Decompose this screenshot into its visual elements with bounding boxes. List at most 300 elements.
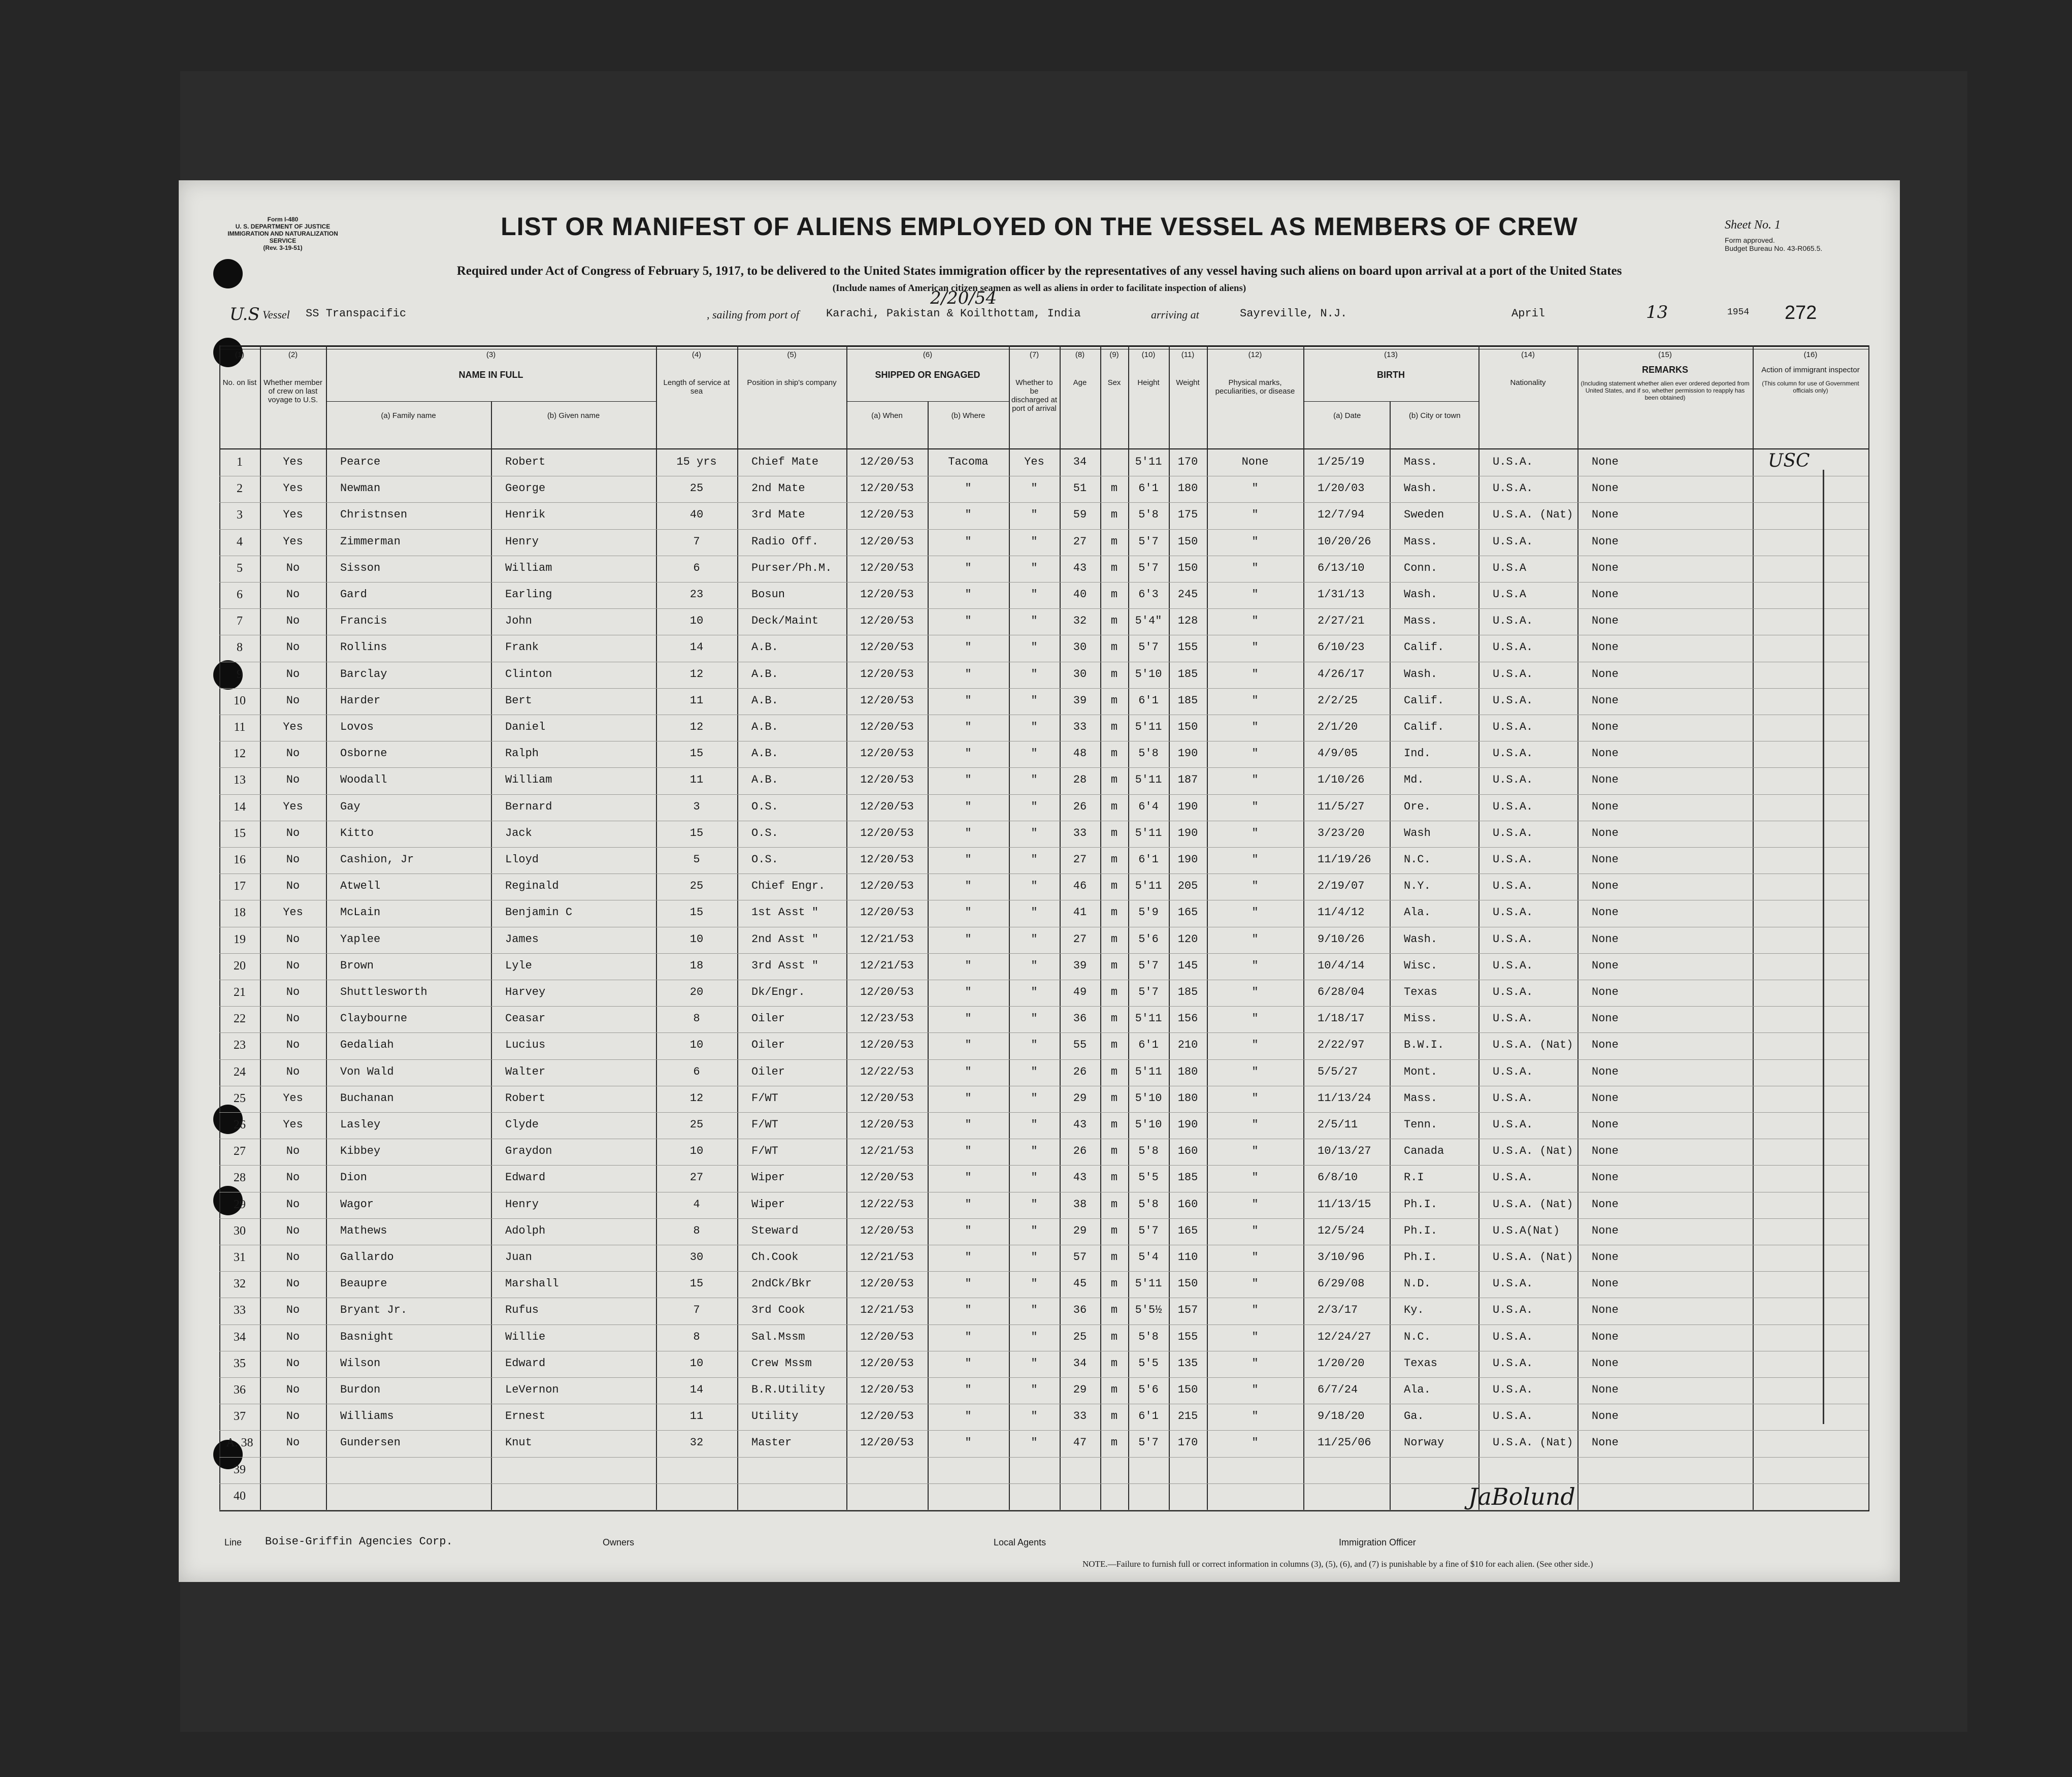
cell-nationality: U.S.A. (1493, 721, 1533, 733)
cell-position: Chief Mate (751, 456, 819, 468)
cell-birth-city: B.W.I. (1404, 1039, 1444, 1052)
cell-nationality: U.S.A. (Nat) (1493, 1039, 1573, 1052)
cell-service: 11 (689, 694, 704, 707)
cell-where: " (965, 1171, 972, 1184)
cell-sex: m (1110, 1091, 1118, 1105)
cell-weight: 165 (1177, 906, 1198, 919)
cell-position: 3rd Asst " (751, 959, 819, 972)
cell-no: 13 (234, 773, 246, 787)
cell-when: 12/20/53 (860, 508, 914, 522)
cell-nationality: U.S.A (1493, 561, 1527, 574)
cell-marks: " (1252, 1436, 1259, 1449)
cell-sex: m (1110, 986, 1118, 998)
cell-prev: No (286, 694, 300, 707)
form-number: Form I-480 (267, 216, 299, 223)
cell-birth-date: 12/5/24 (1318, 1224, 1365, 1237)
cell-position: 2nd Asst " (751, 932, 819, 946)
cell-discharged: " (1031, 932, 1038, 946)
cell-height: 5'5 (1138, 1356, 1159, 1370)
cell-given: Juan (505, 1251, 532, 1264)
cell-age: 41 (1073, 906, 1087, 919)
cell-sex: m (1110, 721, 1118, 733)
cell-prev: No (286, 932, 300, 946)
cell-prev: No (286, 1383, 300, 1396)
cell-prev: No (286, 1410, 300, 1423)
cell-no: 2 (237, 482, 243, 496)
cell-no: 27 (234, 1145, 246, 1158)
cell-position: Purser/Ph.M. (751, 561, 832, 574)
cell-position: Utility (751, 1410, 799, 1423)
cell-family: Christnsen (340, 508, 408, 522)
cell-age: 30 (1073, 667, 1087, 681)
cell-remarks: None (1592, 1198, 1619, 1211)
cell-nationality: U.S.A. (1493, 880, 1533, 893)
cell-discharged: " (1031, 1065, 1038, 1078)
cell-when: 12/20/53 (860, 482, 914, 495)
cell-family: Newman (340, 482, 381, 495)
cell-prev: No (286, 588, 300, 601)
cell-prev: No (286, 1224, 300, 1237)
page-title: LIST OR MANIFEST OF ALIENS EMPLOYED ON THE VESSEL AS MEMBERS OF CREW (501, 212, 1578, 241)
cell-given: William (505, 773, 552, 787)
cell-when: 12/21/53 (860, 1145, 914, 1158)
cell-prev: Yes (283, 1118, 303, 1131)
cell-remarks: None (1592, 535, 1619, 548)
cell-service: 6 (693, 561, 700, 574)
cell-service: 10 (689, 1356, 704, 1370)
cell-given: Ernest (505, 1410, 546, 1423)
column-header: BIRTH (1377, 370, 1405, 380)
cell-nationality: U.S.A. (1493, 1330, 1533, 1343)
cell-discharged: " (1031, 1251, 1038, 1264)
column-header: (11) (1181, 350, 1195, 359)
cell-birth-city: Ph.I. (1404, 1198, 1438, 1211)
cell-given: Henrik (505, 508, 546, 522)
cell-birth-date: 6/10/23 (1318, 641, 1365, 654)
cell-discharged: " (1031, 1039, 1038, 1052)
cell-discharged: " (1031, 1277, 1038, 1290)
cell-weight: 245 (1177, 588, 1198, 601)
cell-nationality: U.S.A. (Nat) (1493, 1436, 1573, 1449)
cell-birth-city: Norway (1404, 1436, 1444, 1449)
cell-age: 26 (1073, 1145, 1087, 1158)
cell-where: " (965, 1065, 972, 1078)
cell-birth-city: Ky. (1404, 1304, 1424, 1317)
cell-weight: 190 (1177, 826, 1198, 839)
cell-marks: " (1252, 773, 1259, 787)
cell-prev: No (286, 667, 300, 681)
cell-service: 11 (689, 1410, 704, 1423)
cell-weight: 150 (1177, 561, 1198, 574)
cell-no: 10 (234, 694, 246, 707)
cell-marks: " (1252, 1171, 1259, 1184)
cell-remarks: None (1592, 615, 1619, 628)
inspector-mark: USC (1768, 450, 1810, 471)
cell-height: 6'1 (1138, 694, 1159, 707)
cell-where: " (965, 508, 972, 522)
cell-height: 5'7 (1138, 535, 1159, 548)
cell-birth-date: 1/18/17 (1318, 1012, 1365, 1025)
cell-remarks: None (1592, 1436, 1619, 1449)
cell-age: 34 (1073, 456, 1087, 468)
cell-service: 15 yrs (676, 456, 717, 468)
cell-remarks: None (1592, 986, 1619, 998)
cell-weight: 150 (1177, 1277, 1198, 1290)
column-header: Whether to be discharged at port of arrival (1011, 378, 1058, 413)
cell-service: 23 (689, 588, 704, 601)
cell-position: O.S. (751, 826, 778, 839)
cell-marks: " (1252, 1410, 1259, 1423)
arrival-port: Sayreville, N.J. (1240, 307, 1347, 320)
column-header: (b) Given name (547, 411, 600, 420)
cell-when: 12/21/53 (860, 1251, 914, 1264)
cell-position: 2ndCk/Bkr (751, 1277, 812, 1290)
column-header: No. on list (222, 378, 257, 387)
cell-prev: No (286, 747, 300, 760)
column-header: (2) (288, 350, 298, 359)
cell-service: 15 (689, 906, 704, 919)
cell-sex: m (1110, 1012, 1118, 1025)
cell-remarks: None (1592, 1224, 1619, 1237)
cell-no: 3 (237, 508, 243, 522)
cell-nationality: U.S.A. (1493, 1304, 1533, 1317)
cell-sex: m (1110, 561, 1118, 574)
cell-where: " (965, 1330, 972, 1343)
cell-discharged: " (1031, 880, 1038, 893)
cell-given: Lucius (505, 1039, 546, 1052)
cell-prev: No (286, 1012, 300, 1025)
cell-birth-date: 2/5/11 (1318, 1118, 1358, 1131)
cell-nationality: U.S.A. (1493, 1118, 1533, 1131)
cell-no: 14 (234, 800, 246, 814)
cell-age: 29 (1073, 1224, 1087, 1237)
cell-family: Gay (340, 800, 360, 813)
cell-service: 10 (689, 1145, 704, 1158)
cell-age: 26 (1073, 800, 1087, 813)
cell-age: 27 (1073, 853, 1087, 866)
cell-age: 33 (1073, 721, 1087, 733)
cell-sex: m (1110, 641, 1118, 654)
cell-marks: " (1252, 667, 1259, 681)
cell-birth-date: 1/31/13 (1318, 588, 1365, 601)
cell-marks: " (1252, 1039, 1259, 1052)
cell-prev: No (286, 641, 300, 654)
column-header: (Including statement whether alien ever ordered deported from United States, and if so, whether permission to reapply has been obtained) (1581, 380, 1750, 401)
cell-sex: m (1110, 826, 1118, 839)
cell-when: 12/20/53 (860, 1410, 914, 1423)
cell-discharged: Yes (1024, 456, 1044, 468)
cell-no: 39 (234, 1463, 246, 1476)
cell-family: Atwell (340, 880, 381, 893)
cell-when: 12/21/53 (860, 959, 914, 972)
cell-no: 15 (234, 826, 246, 840)
cell-no: 26 (234, 1118, 246, 1132)
cell-when: 12/20/53 (860, 1091, 914, 1105)
cell-when: 12/20/53 (860, 456, 914, 468)
cell-position: 3rd Mate (751, 508, 805, 522)
cell-family: Pearce (340, 456, 381, 468)
cell-birth-city: Conn. (1404, 561, 1438, 574)
cell-family: Lovos (340, 721, 374, 733)
cell-position: A.B. (751, 721, 778, 733)
cell-age: 29 (1073, 1091, 1087, 1105)
cell-remarks: None (1592, 1039, 1619, 1052)
cell-position: Ch.Cook (751, 1251, 799, 1264)
cell-no: A. 38 (226, 1436, 253, 1450)
cell-sex: m (1110, 1065, 1118, 1078)
cell-weight: 170 (1177, 456, 1198, 468)
cell-where: " (965, 1198, 972, 1211)
cell-age: 45 (1073, 1277, 1087, 1290)
cell-weight: 157 (1177, 1304, 1198, 1317)
cell-where: " (965, 1383, 972, 1396)
cell-no: 11 (234, 721, 246, 734)
cell-no: 4 (237, 535, 243, 548)
cell-position: F/WT (751, 1091, 778, 1105)
cell-where: " (965, 959, 972, 972)
cell-birth-city: Texas (1404, 1356, 1438, 1370)
cell-nationality: U.S.A. (1493, 1171, 1533, 1184)
cell-prev: Yes (283, 800, 303, 813)
column-header: NAME IN FULL (458, 370, 523, 380)
cell-marks: " (1252, 588, 1259, 601)
cell-age: 27 (1073, 932, 1087, 946)
column-header: Height (1137, 378, 1160, 387)
cell-sex: m (1110, 1224, 1118, 1237)
column-header: (1) (235, 350, 245, 359)
cell-position: Deck/Maint (751, 615, 819, 628)
cell-no: 20 (234, 959, 246, 973)
cell-remarks: None (1592, 1330, 1619, 1343)
cell-birth-city: N.C. (1404, 1330, 1431, 1343)
cell-position: A.B. (751, 694, 778, 707)
cell-prev: Yes (283, 906, 303, 919)
cell-marks: " (1252, 1383, 1259, 1396)
cell-height: 5'11 (1135, 880, 1162, 893)
cell-discharged: " (1031, 853, 1038, 866)
cell-birth-date: 6/8/10 (1318, 1171, 1358, 1184)
cell-given: Bert (505, 694, 532, 707)
cell-marks: None (1241, 456, 1269, 468)
cell-weight: 128 (1177, 615, 1198, 628)
cell-where: " (965, 1277, 972, 1290)
cell-height: 6'1 (1138, 1039, 1159, 1052)
column-header: (a) When (871, 411, 903, 420)
cell-no: 36 (234, 1383, 246, 1397)
cell-no: 5 (237, 561, 243, 575)
cell-given: Ralph (505, 747, 539, 760)
cell-birth-city: Texas (1404, 986, 1438, 998)
cell-service: 12 (689, 1091, 704, 1105)
column-header: (b) Where (951, 411, 985, 420)
cell-service: 12 (689, 667, 704, 681)
cell-birth-city: Wash (1404, 826, 1431, 839)
cell-age: 51 (1073, 482, 1087, 495)
cell-weight: 175 (1177, 508, 1198, 522)
cell-discharged: " (1031, 615, 1038, 628)
cell-remarks: None (1592, 800, 1619, 813)
cell-birth-date: 3/10/96 (1318, 1251, 1365, 1264)
cell-sex: m (1110, 667, 1118, 681)
cell-family: Gard (340, 588, 367, 601)
cell-height: 5'4" (1135, 615, 1162, 628)
cell-remarks: None (1592, 1410, 1619, 1423)
cell-discharged: " (1031, 667, 1038, 681)
cell-service: 7 (693, 1304, 700, 1317)
cell-remarks: None (1592, 1251, 1619, 1264)
cell-where: " (965, 1039, 972, 1052)
cell-sex: m (1110, 1198, 1118, 1211)
cell-no: 19 (234, 932, 246, 946)
cell-age: 34 (1073, 1356, 1087, 1370)
cell-when: 12/20/53 (860, 535, 914, 548)
cell-birth-city: Tenn. (1404, 1118, 1438, 1131)
cell-birth-date: 11/13/15 (1318, 1198, 1371, 1211)
cell-remarks: None (1592, 1277, 1619, 1290)
cell-no: 23 (234, 1039, 246, 1052)
cell-when: 12/23/53 (860, 1012, 914, 1025)
cell-where: " (965, 482, 972, 495)
cell-no: 1 (237, 456, 243, 469)
cell-remarks: None (1592, 826, 1619, 839)
cell-birth-city: Mont. (1404, 1065, 1438, 1078)
cell-family: Dion (340, 1171, 367, 1184)
cell-nationality: U.S.A. (1493, 535, 1533, 548)
cell-position: Master (751, 1436, 792, 1449)
inspector-check-line (1823, 470, 1824, 1424)
cell-family: Barclay (340, 667, 387, 681)
column-header: (7) (1029, 350, 1039, 359)
cell-birth-city: N.C. (1404, 853, 1431, 866)
cell-given: Reginald (505, 880, 559, 893)
cell-given: Benjamin C (505, 906, 573, 919)
cell-marks: " (1252, 1330, 1259, 1343)
cell-when: 12/20/53 (860, 1277, 914, 1290)
cell-marks: " (1252, 853, 1259, 866)
cell-family: Harder (340, 694, 381, 707)
column-header: (a) Family name (381, 411, 436, 420)
cell-when: 12/20/53 (860, 826, 914, 839)
cell-remarks: None (1592, 1304, 1619, 1317)
cell-age: 55 (1073, 1039, 1087, 1052)
cell-remarks: None (1592, 880, 1619, 893)
cell-prev: Yes (283, 721, 303, 733)
cell-family: Wagor (340, 1198, 374, 1211)
cell-sex: m (1110, 508, 1118, 522)
cell-given: Lloyd (505, 853, 539, 866)
cell-remarks: None (1592, 853, 1619, 866)
cell-age: 36 (1073, 1304, 1087, 1317)
cell-where: " (965, 773, 972, 787)
group-header-rule (1303, 401, 1478, 402)
cell-family: Williams (340, 1410, 394, 1423)
cell-position: A.B. (751, 747, 778, 760)
cell-prev: Yes (283, 1091, 303, 1105)
cell-given: Lyle (505, 959, 532, 972)
line-company: Boise-Griffin Agencies Corp. (265, 1535, 453, 1548)
cell-when: 12/22/53 (860, 1065, 914, 1078)
cell-position: Bosun (751, 588, 785, 601)
cell-where: " (965, 906, 972, 919)
cell-marks: " (1252, 800, 1259, 813)
cell-marks: " (1252, 615, 1259, 628)
cell-marks: " (1252, 1091, 1259, 1105)
cell-no: 16 (234, 853, 246, 866)
cell-marks: " (1252, 1277, 1259, 1290)
cell-service: 8 (693, 1012, 700, 1025)
cell-prev: No (286, 853, 300, 866)
cell-given: William (505, 561, 552, 574)
cell-where: " (965, 694, 972, 707)
cell-prev: No (286, 1356, 300, 1370)
cell-given: John (505, 615, 532, 628)
cell-birth-date: 11/19/26 (1318, 853, 1371, 866)
column-header: (12) (1248, 350, 1262, 359)
cell-where: " (965, 588, 972, 601)
cell-family: Francis (340, 615, 387, 628)
cell-when: 12/20/53 (860, 1356, 914, 1370)
cell-discharged: " (1031, 773, 1038, 787)
cell-given: Henry (505, 1198, 539, 1211)
cell-given: Adolph (505, 1224, 546, 1237)
column-header: Action of immigrant inspector (1761, 366, 1860, 374)
cell-remarks: None (1592, 1012, 1619, 1025)
cell-height: 5'11 (1135, 1012, 1162, 1025)
vessel-label: Vessel (262, 308, 290, 321)
cell-when: 12/20/53 (860, 1118, 914, 1131)
cell-no: 17 (234, 880, 246, 893)
cell-birth-city: Ph.I. (1404, 1251, 1438, 1264)
cell-family: Lasley (340, 1118, 381, 1131)
cell-nationality: U.S.A. (1493, 959, 1533, 972)
cell-given: Marshall (505, 1277, 559, 1290)
cell-remarks: None (1592, 667, 1619, 681)
cell-remarks: None (1592, 906, 1619, 919)
cell-sex: m (1110, 1277, 1118, 1290)
cell-when: 12/20/53 (860, 588, 914, 601)
cell-birth-date: 11/5/27 (1318, 800, 1365, 813)
cell-nationality: U.S.A. (1493, 456, 1533, 468)
cell-birth-date: 3/23/20 (1318, 826, 1365, 839)
cell-no: 18 (234, 906, 246, 920)
cell-remarks: None (1592, 1145, 1619, 1158)
cell-age: 48 (1073, 747, 1087, 760)
cell-discharged: " (1031, 1436, 1038, 1449)
cell-discharged: " (1031, 588, 1038, 601)
cell-when: 12/20/53 (860, 1436, 914, 1449)
cell-discharged: " (1031, 986, 1038, 998)
cell-weight: 180 (1177, 1091, 1198, 1105)
cell-prev: No (286, 1039, 300, 1052)
cell-age: 29 (1073, 1383, 1087, 1396)
cell-prev: Yes (283, 535, 303, 548)
cell-service: 32 (689, 1436, 704, 1449)
cell-family: Buchanan (340, 1091, 394, 1105)
cell-given: Earling (505, 588, 552, 601)
cell-height: 5'7 (1138, 959, 1159, 972)
cell-where: " (965, 721, 972, 733)
cell-given: Willie (505, 1330, 546, 1343)
cell-where: " (965, 1436, 972, 1449)
cell-birth-city: Wash. (1404, 482, 1438, 495)
cell-weight: 187 (1177, 773, 1198, 787)
cell-birth-city: Ga. (1404, 1410, 1424, 1423)
cell-no: 29 (234, 1198, 246, 1211)
cell-sex: m (1110, 773, 1118, 787)
cell-sex: m (1110, 482, 1118, 495)
cell-given: LeVernon (505, 1383, 559, 1396)
cell-given: George (505, 482, 546, 495)
